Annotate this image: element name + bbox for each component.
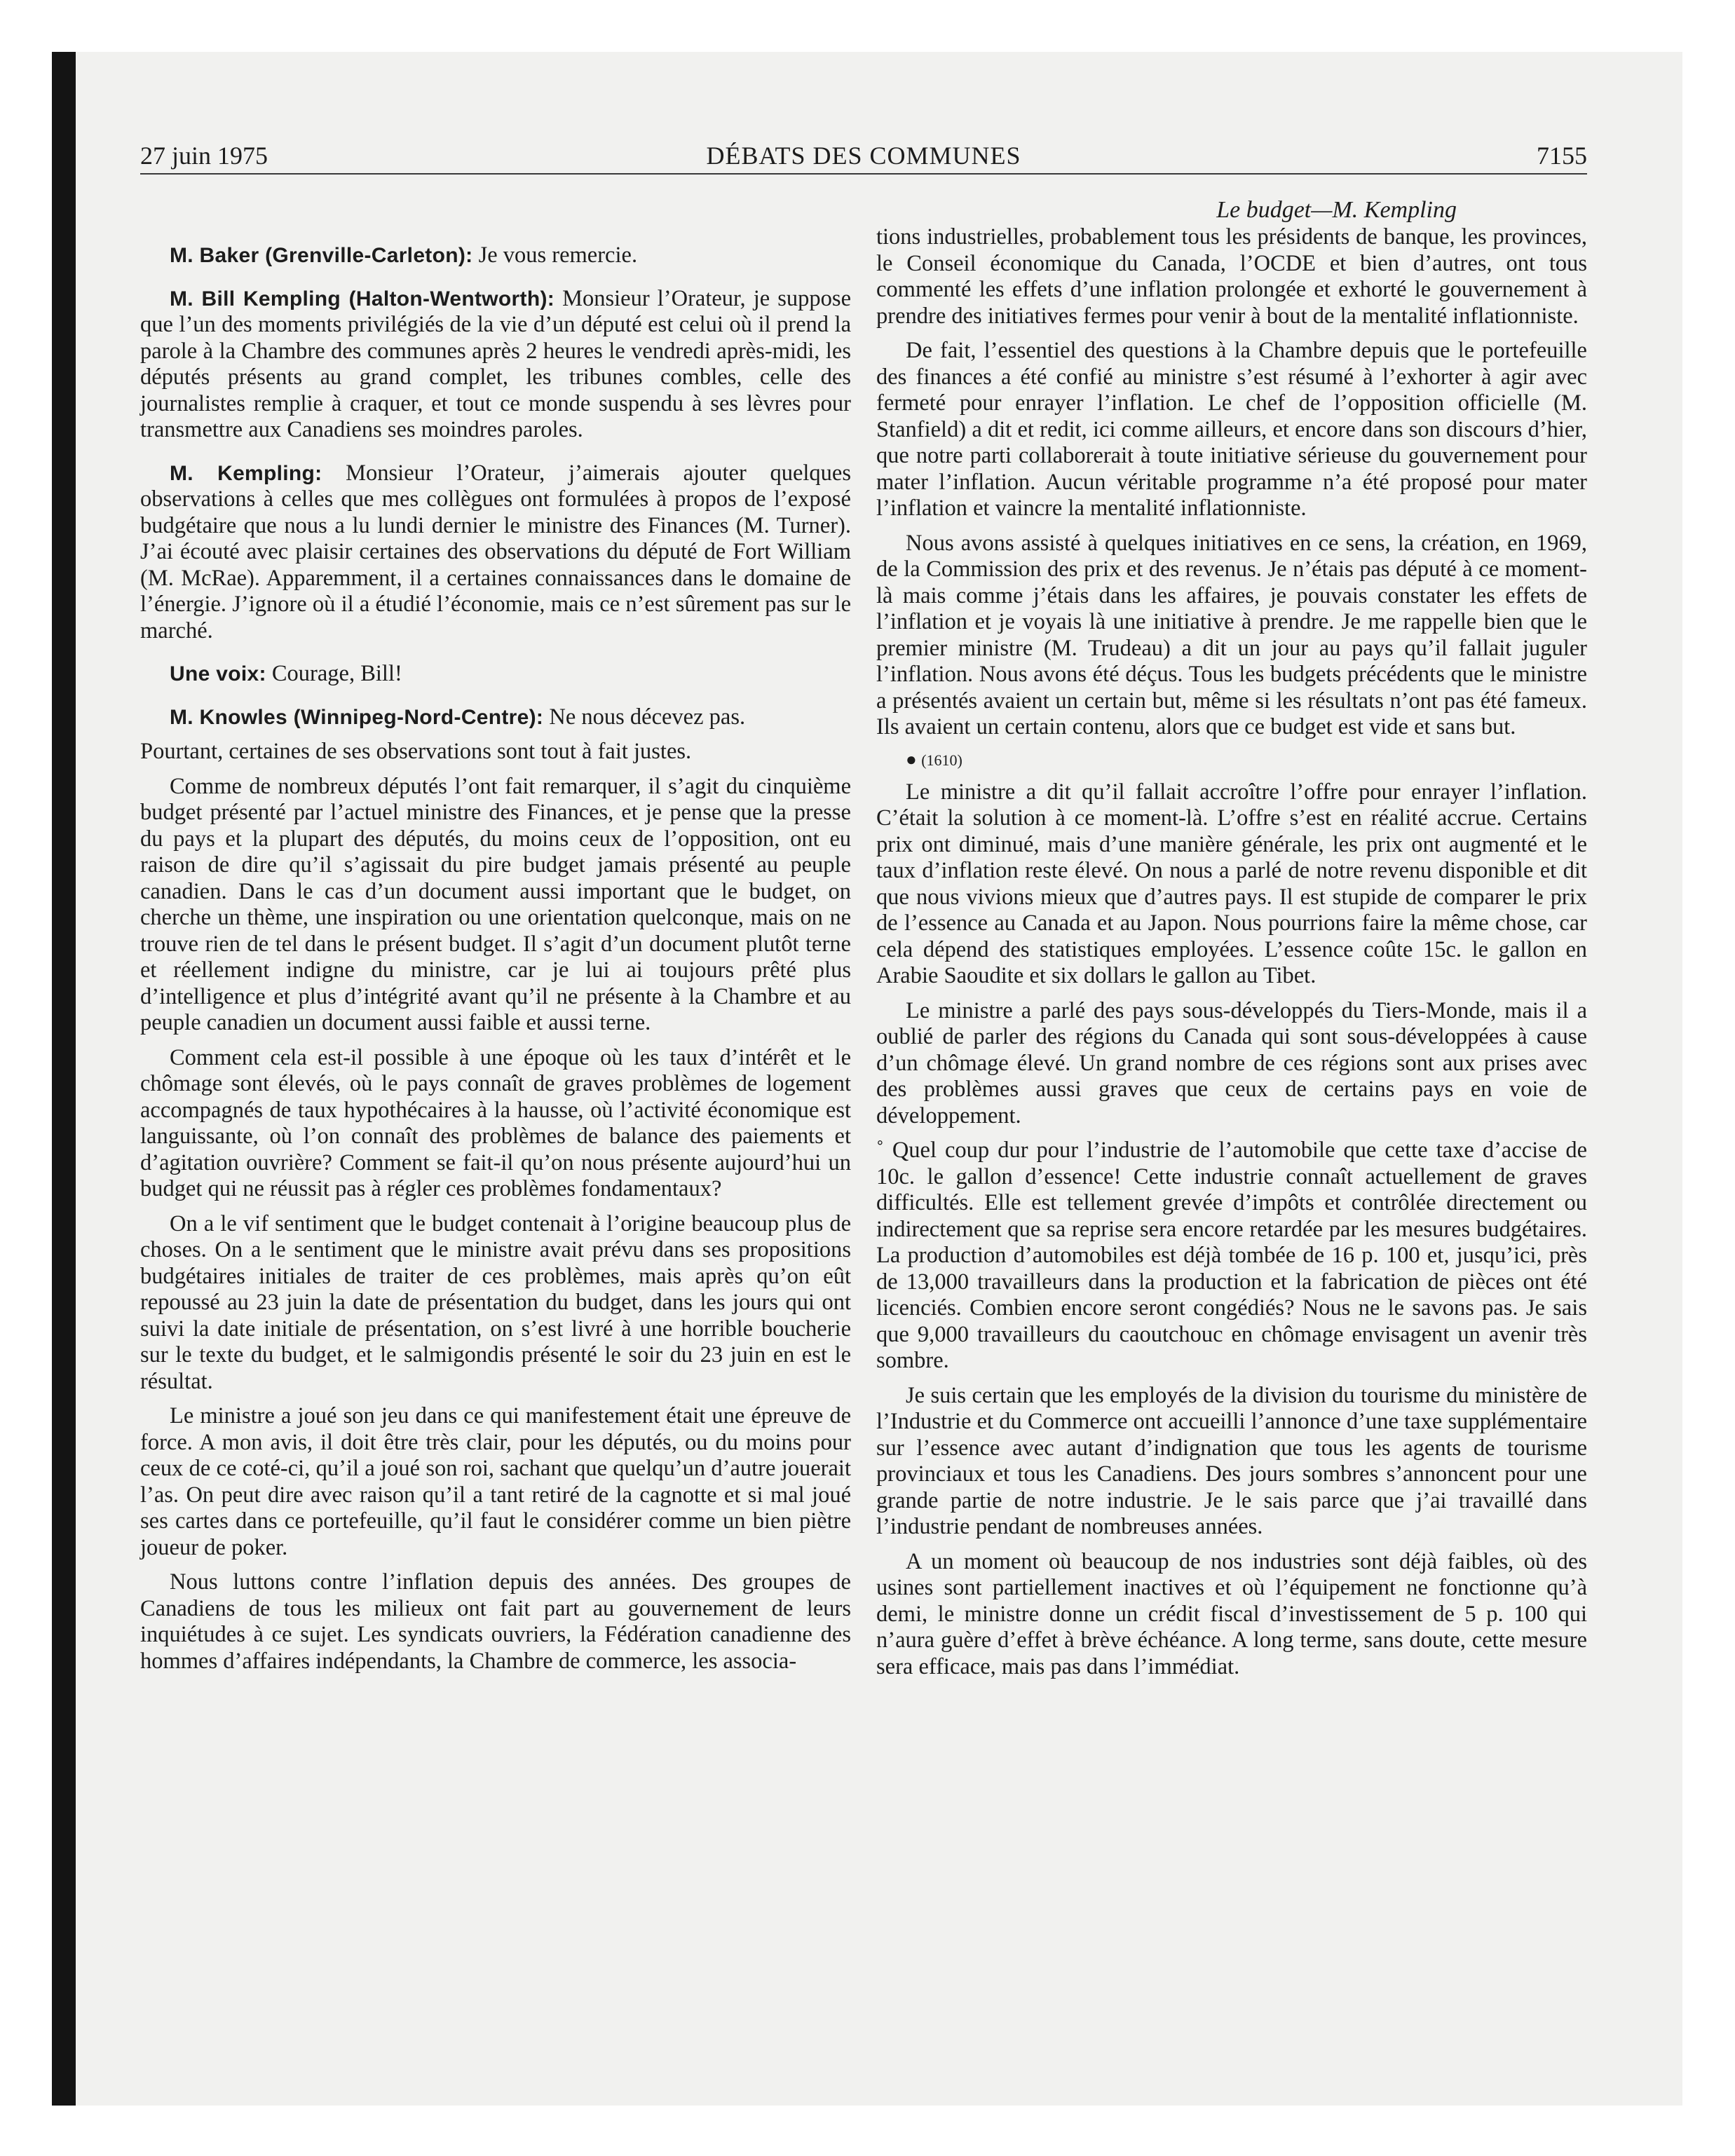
paragraph-text: Nous luttons contre l’inflation depuis des années. Des groupes de Canadiens de tous les milieux ont fait part au gouvernement de leurs inquiétudes à ce sujet. Les syndicats ouvriers, la Fédération canadienne des hommes d’affaires indépendants, la Chambre de commerce, les associa- [140, 1569, 851, 1674]
speaker-name: M. Kempling: [170, 461, 322, 485]
paragraph [140, 1403, 851, 1561]
paragraph [140, 1045, 851, 1203]
paragraph-text: Le ministre a parlé des pays sous-développés du Tiers-Monde, mais il a oublié de parler des régions du Canada qui sont sous-développées à cause d’un chômage élevé. Un grand nombre de ces régions sont aux prises avec des problèmes aussi graves que ceux de certains pays en voie de développement. [876, 997, 1587, 1128]
left-column [140, 226, 851, 1683]
paragraph [140, 661, 851, 688]
bullet-icon: ● [906, 749, 922, 770]
paragraph-text: Comme de nombreux députés l’ont fait remarquer, il s’agit du cinquième budget présenté par l’actuel ministre des Finances, et je pense que la presse du pays et la plupart des députés, du moins ceux de l’opposition, ont eu raison de dire qu’il s’agissait du pire budget jamais présenté au peuple canadien. Dans le cas d’un document aussi important que le budget, on cherche un thème, une inspiration ou une orientation quelconque, mais on ne trouve rien de tel dans le présent budget. Il s’agit d’un document plutôt terne et réellement indigne du ministre, car je lui ai toujours prêté plus d’intelligence et plus d’intégrité avant qu’il ne présente à la Chambre et au peuple canadien un document aussi faible et aussi terne. [140, 773, 851, 1035]
time-marker-text: (1610) [921, 751, 962, 769]
paragraph [140, 1211, 851, 1396]
speaker-name: Une voix: [170, 662, 266, 685]
paragraph [140, 460, 851, 645]
paragraph-text: Monsieur l’Orateur, j’aimerais ajouter quelques observations à celles que mes collègues ont formulées à propos de l’exposé budgétaire que nous a lu lundi dernier le ministre des Finances (M. Turner). J’ai écouté avec plaisir certaines des observations du député de Fort William (M. McRae). Apparemment, il a certaines connaissances dans le domaine de l’énergie. J’ignore où il a étudié l’économie, mais ce n’est sûrement pas sur le marché. [140, 460, 851, 643]
speaker-name: M. Bill Kempling (Halton-Wentworth): [170, 287, 555, 311]
paragraph [140, 739, 851, 765]
paragraph [876, 779, 1587, 990]
paragraph [140, 243, 851, 269]
paragraph-text: Courage, Bill! [266, 661, 402, 686]
paragraph-text: Je suis certain que les employés de la division du tourisme du ministère de l’Industrie et du Commerce ont accueilli l’annonce d’une taxe supplémentaire sur l’essence avec autant d’indignation que tous les agents de tourisme provinciaux et tous les Canadiens. Des jours sombres s’annoncent pour une grande partie de notre industrie. Je le sais parce que j’ai travaillé dans l’industrie pendant de nombreuses années. [876, 1382, 1587, 1539]
paragraph [876, 1138, 1587, 1374]
header-page-number: 7155 [1537, 142, 1587, 170]
paragraph-text: Ne nous décevez pas. [543, 704, 746, 730]
paragraph-text: Monsieur l’Orateur, je suppose que l’un des moments privilégiés de la vie d’un député est celui où il prend la parole à la Chambre des communes après 2 heures le vendredi après-midi, les députés présents au grand complet, les tribunes combles, celle des journalistes remplie à craquer, et tout ce monde suspendu à ses lèvres pour transmettre aux Canadiens ses moindres paroles. [140, 285, 851, 442]
paragraph [140, 286, 851, 444]
paragraph-text: Le ministre a joué son jeu dans ce qui manifestement était une épreuve de force. A mon avis, il doit être très clair, pour les députés, ou du moins pour ceux de ce coté-ci, qu’il a joué son roi, sachant que quelqu’un d’autre jouerait l’as. On peut dire avec raison qu’il a tant retiré de la cagnotte et si mal joué ses cartes dans ce portefeuille, qu’il faut le considérer comme un bien piètre joueur de poker. [140, 1403, 851, 1560]
paragraph [876, 998, 1587, 1130]
paragraph [140, 1569, 851, 1674]
header-title: DÉBATS DES COMMUNES [706, 142, 1021, 170]
page-header [140, 140, 1587, 171]
paragraph-text: Pourtant, certaines de ses observations sont tout à fait justes. [140, 739, 692, 764]
paragraph-text: De fait, l’essentiel des questions à la Chambre depuis que le portefeuille des finances a été confié au ministre s’est résumé à l’exhorter à agir avec fermeté pour enrayer l’inflation. Le chef de l’opposition officielle (M. Stanfield) a dit et redit, ici comme ailleurs, et encore dans son discours d’hier, que notre parti collaborerait à toute initiative sérieuse du gouvernement pour mater l’inflation. Aucun véritable programme n’a été proposé pour mater l’inflation et vaincre la mentalité inflationniste. [876, 338, 1587, 521]
right-column [876, 198, 1587, 1688]
paragraph [876, 338, 1587, 522]
paragraph-text: A un moment où beaucoup de nos industries sont déjà faibles, où des usines sont partiellement inactives et où l’équipement ne fonctionne qu’à demi, le ministre donne un crédit fiscal d’investissement de 5 p. 100 qui n’aura guère d’effet à brève échéance. A long terme, sans doute, cette mesure sera efficace, mais pas dans l’immédiat. [876, 1548, 1587, 1679]
running-head: Le budget—M. Kempling [1216, 197, 1457, 223]
speaker-name: M. Knowles (Winnipeg-Nord-Centre): [170, 705, 544, 729]
scan-binding-edge [52, 52, 76, 2106]
paragraph [876, 531, 1587, 741]
paragraph-text: Nous avons assisté à quelques initiatives en ce sens, la création, en 1969, de la Commission des prix et des revenus. Je n’étais pas député à ce moment-là mais comme j’étais dans les affaires, je pouvais constater les effets de l’inflation et je voyais là une initiative à prendre. Je me rappelle bien que le premier ministre (M. Trudeau) a dit un jour au pays qu’il fallait juguler l’inflation. Nous avons été déçus. Tous les budgets précédents que le ministre a présentés avaient un certain but, même si les résultats n’ont pas été fameux. Ils avaient un certain contenu, alors que ce budget est vide et sans but. [876, 530, 1587, 739]
paragraph-text: Le ministre a dit qu’il fallait accroître l’offre pour enrayer l’inflation. C’était la solution à ce moment-là. L’offre s’est en réalité accrue. Certains prix ont diminué, mais d’une manière générale, les prix ont augmenté et le taux d’inflation reste élevé. On nous a parlé de notre revenu disponible et dit que nous vivions mieux que d’autres pays. Il est stupide de comparer le prix de l’essence au Canada et au Japon. Nous pourrions faire la même chose, car cela dépend des statistiques employées. L’essence coûte 15c. le gallon en Arabie Saoudite et six dollars le gallon au Tibet. [876, 779, 1587, 988]
time-marker [876, 749, 1587, 771]
paragraph-text: Je vous remercie. [472, 243, 638, 268]
speaker-name: M. Baker (Grenville-Carleton): [170, 244, 473, 267]
paragraph-text: On a le vif sentiment que le budget contenait à l’origine beaucoup plus de choses. On a le sentiment que le ministre avait prévu dans ses propositions budgétaires initiales de traiter de ces problèmes, mais après qu’on eût repoussé au 23 juin la date de présentation du budget, dans les jours qui ont suivi la date initiale de présentation, on s’est livré à une horrible boucherie sur le texte du budget, et le salmigondis présenté le soir du 23 juin en est le résultat. [140, 1210, 851, 1394]
paragraph-text: Comment cela est-il possible à une époque où les taux d’intérêt et le chômage sont élevés, où le pays connaît de graves problèmes de logement accompagnés de taux hypothécaires à la hausse, où l’activité économique est languissante, où l’on connaît des problèmes de balance des paiements et d’agitation ouvrière? Comment se fait-il qu’on nous présente aujourd’hui un budget qui ne réussit pas à régler ces problèmes fondamentaux? [140, 1044, 851, 1201]
paragraph [140, 774, 851, 1037]
header-rule [140, 173, 1587, 175]
paragraph [876, 224, 1587, 329]
paragraph [140, 704, 851, 731]
paragraph-text: tions industrielles, probablement tous les présidents de banque, les provinces, le Conseil économique du Canada, l’OCDE et bien d’autres, ont tous commenté les effets d’une inflation prolongée et exhorté le gouvernement à prendre des initiatives fermes pour venir à bout de la mentalité inflationniste. [876, 224, 1587, 329]
paragraph [876, 1383, 1587, 1541]
header-date: 27 juin 1975 [140, 142, 268, 170]
paragraph-text: ˚ Quel coup dur pour l’industrie de l’automobile que cette taxe d’accise de 10c. le gallon d’essence! Cette industrie connaît actuellement de graves difficultés. Elle est tellement grevée d’impôts et contrôlée directement ou indirectement que sa reprise sera encore retardée par les mesures budgétaires. La production d’automobiles est déjà tombée de 16 p. 100 et, jusqu’ici, près de 13,000 travailleurs dans la production et la fabrication de pièces ont été licenciés. Combien encore seront congédiés? Nous ne le savons pas. Je sais que 9,000 travailleurs du caoutchouc en chômage envisagent un avenir très sombre. [876, 1138, 1587, 1373]
paragraph [876, 1549, 1587, 1681]
